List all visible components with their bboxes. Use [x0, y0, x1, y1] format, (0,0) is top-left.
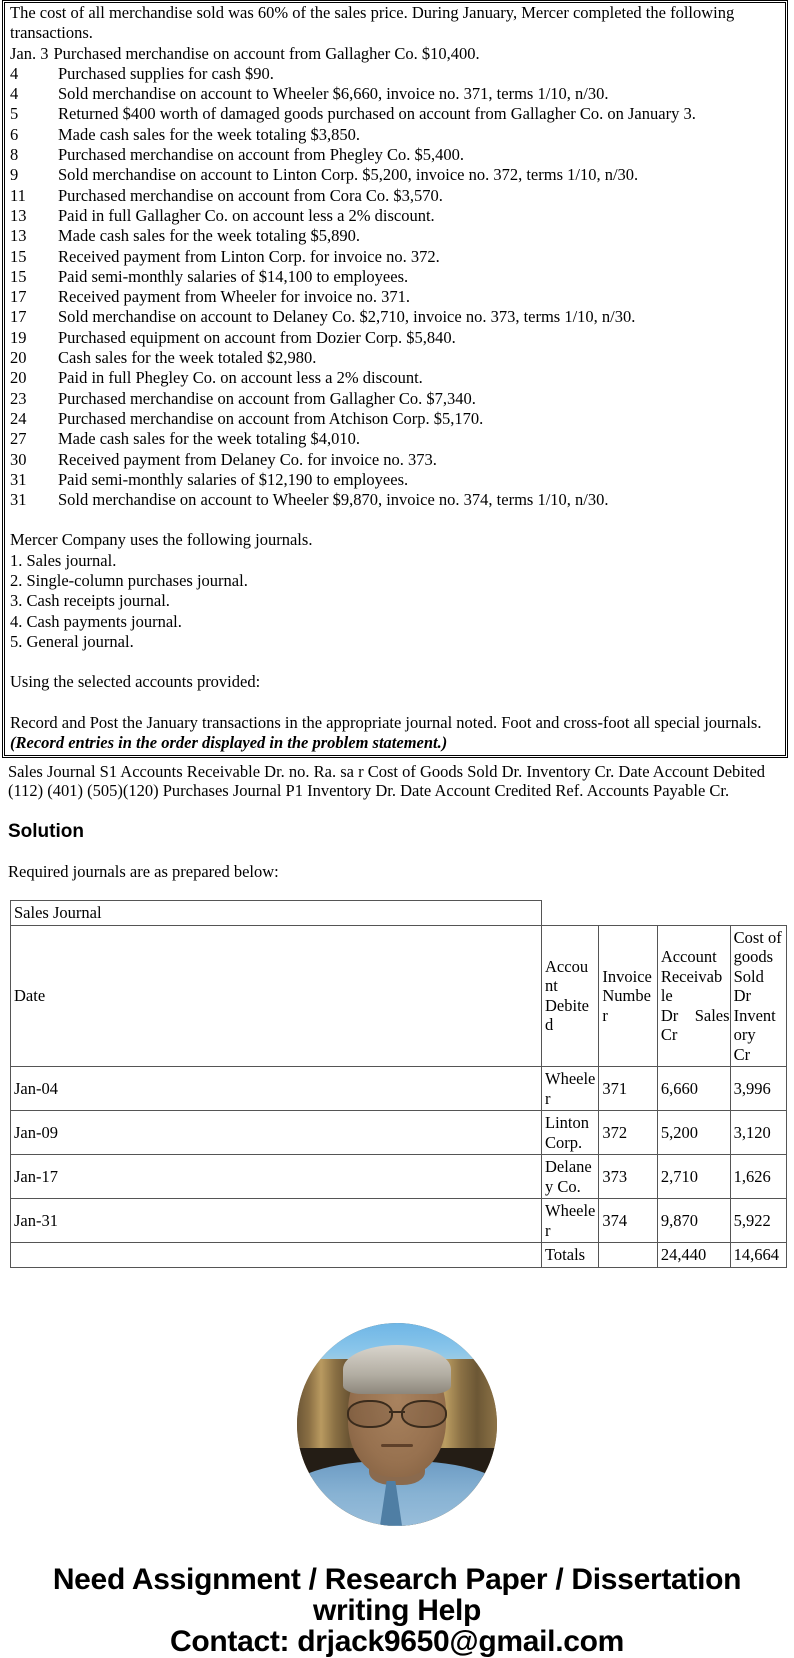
transaction-date: 13	[10, 205, 27, 225]
table-totals-row	[11, 1243, 787, 1268]
header-line: Account	[545, 956, 589, 996]
transaction-row	[10, 84, 781, 104]
transaction-row	[10, 429, 781, 449]
cell-cost-of-goods-sold: 1,626	[730, 1155, 786, 1199]
transaction-row	[10, 409, 781, 429]
column-header-accounts-receivable-dr-sales-cr	[657, 925, 730, 1067]
transaction-date: 31	[10, 490, 27, 510]
cell-invoice-number: 371	[599, 1067, 657, 1111]
transaction-row	[10, 470, 781, 490]
cell-date: Jan-31	[11, 1199, 542, 1243]
header-line: Account	[660, 947, 717, 967]
table-header-row	[11, 925, 787, 1067]
cell-account-debited: Linton Corp.	[542, 1111, 599, 1155]
cell-total-accounts-receivable: 24,440	[657, 1243, 730, 1268]
transaction-date: 31	[10, 469, 27, 489]
transaction-description: Purchased supplies for cash $90.	[58, 63, 274, 83]
transaction-description: Paid semi-monthly salaries of $14,100 to employees.	[58, 266, 409, 286]
journal-item-1: 1. Sales journal.	[10, 550, 117, 570]
transaction-date: 15	[10, 266, 27, 286]
transaction-row	[10, 64, 781, 84]
transaction-description: Sold merchandise on account to Delaney Co. $2,710, invoice no. 373, terms 1/10, n/30.	[58, 307, 636, 327]
transaction-date: 17	[10, 287, 27, 307]
transaction-date: 17	[10, 307, 27, 327]
transaction-date: 20	[10, 348, 27, 368]
transaction-row	[10, 389, 781, 409]
instruction-emphasis: (Record entries in the order displayed in the problem statement.)	[10, 732, 448, 752]
transaction-date: 20	[10, 368, 27, 388]
photo-lens-right	[401, 1400, 447, 1428]
spacer	[10, 510, 781, 530]
transaction-row	[10, 104, 781, 124]
transaction-row	[10, 450, 781, 470]
transaction-description: Purchased merchandise on account from Phegley Co. $5,400.	[58, 145, 464, 165]
header-line: goods	[733, 947, 774, 967]
table-row	[11, 1111, 787, 1155]
journals-intro: Mercer Company uses the following journals.	[10, 530, 313, 550]
header-line: Debited	[545, 995, 589, 1035]
instruction-line: Record and Post the January transactions in the appropriate journal noted. Foot and cross-foot all special journals.	[10, 712, 762, 732]
promo-banner	[12, 1564, 782, 1657]
table-row	[11, 1155, 787, 1199]
column-header-cost-of-goods-sold-dr-inventory-cr	[730, 925, 786, 1067]
journal-item-3: 3. Cash receipts journal.	[10, 591, 170, 611]
empty-cell	[657, 901, 730, 926]
transaction-description: Made cash sales for the week totaling $5,890.	[58, 226, 360, 246]
header-line: Receivable	[660, 966, 723, 1006]
spacer	[10, 693, 781, 713]
transaction-description: Returned $400 worth of damaged goods purchased on account from Gallagher Co. on January 3.	[58, 104, 696, 124]
transaction-date: 5	[10, 104, 19, 124]
cell-cost-of-goods-sold: 3,120	[730, 1111, 786, 1155]
transaction-row	[10, 287, 781, 307]
cell-total-cost-of-goods-sold: 14,664	[730, 1243, 786, 1268]
cell-accounts-receivable: 2,710	[657, 1155, 730, 1199]
run-on-template-text: Sales Journal S1 Accounts Receivable Dr. no. Ra. sa r Cost of Goods Sold Dr. Inventory Cr. Date Account Debited (112) (401) (505)(120) Purchases Journal P1 Inventory Dr. Date Account Credited Ref. Accounts Payable Cr.	[8, 762, 766, 801]
selected-accounts-line: Using the selected accounts provided:	[10, 672, 261, 692]
cell-date: Jan-09	[11, 1111, 542, 1155]
transaction-row	[10, 247, 781, 267]
transaction-row	[10, 186, 781, 206]
transaction-date: 4	[10, 63, 19, 83]
solution-heading: Solution	[8, 821, 84, 843]
header-line: Dr Sales	[660, 1005, 730, 1025]
cell-cost-of-goods-sold: 3,996	[730, 1067, 786, 1111]
cell-totals-label: Totals	[542, 1243, 599, 1268]
problem-intro: The cost of all merchandise sold was 60% of the sales price. During January, Mercer completed the following transactions.	[10, 3, 735, 43]
transaction-description: Made cash sales for the week totaling $3,850.	[58, 124, 360, 144]
transaction-date: 9	[10, 165, 19, 185]
problem-statement-box	[2, 0, 788, 758]
photo-lens-left	[347, 1400, 393, 1428]
transaction-description: Paid in full Phegley Co. on account less a 2% discount.	[58, 368, 423, 388]
table-caption-row	[11, 901, 787, 926]
transaction-row	[10, 165, 781, 185]
transaction-row	[10, 328, 781, 348]
transaction-row	[10, 206, 781, 226]
sales-journal-table	[10, 900, 787, 1268]
transaction-row	[10, 125, 781, 145]
journal-item-4: 4. Cash payments journal.	[10, 611, 182, 631]
cell-account-debited: Wheeler	[542, 1199, 599, 1243]
transaction-description: Sold merchandise on account to Wheeler $9,870, invoice no. 374, terms 1/10, n/30.	[58, 490, 609, 510]
header-line: Cr	[660, 1025, 678, 1045]
transaction-date: 19	[10, 327, 27, 347]
header-line: Number	[602, 986, 651, 1025]
transaction-date: 15	[10, 246, 27, 266]
cell-invoice-number: 374	[599, 1199, 657, 1243]
transaction-description: Purchased equipment on account from Dozier Corp. $5,840.	[58, 327, 456, 347]
cell-invoice-number	[599, 1243, 657, 1268]
transaction-description: Paid semi-monthly salaries of $12,190 to employees.	[58, 469, 409, 489]
transaction-row	[10, 490, 781, 510]
promo-contact-email: Contact: drjack9650@gmail.com	[169, 1624, 625, 1658]
transaction-row	[10, 368, 781, 388]
journal-item-5: 5. General journal.	[10, 631, 134, 651]
transaction-date: 24	[10, 408, 27, 428]
transaction-row	[10, 44, 781, 64]
photo-hair	[343, 1345, 451, 1394]
transaction-date: 23	[10, 388, 27, 408]
portrait-photo-container	[0, 1323, 794, 1526]
promo-line-1: Need Assignment / Research Paper / Dissertation	[52, 1562, 742, 1596]
journal-item-2: 2. Single-column purchases journal.	[10, 571, 248, 591]
empty-cell	[542, 901, 599, 926]
photo-mouth	[381, 1444, 413, 1447]
header-line: Invoice	[602, 966, 652, 986]
cell-invoice-number: 372	[599, 1111, 657, 1155]
transaction-date: 30	[10, 449, 27, 469]
solution-lead-in: Required journals are as prepared below:	[8, 862, 279, 882]
header-line: Cost of	[733, 927, 782, 947]
cell-account-debited: Wheeler	[542, 1067, 599, 1111]
transaction-description: Cash sales for the week totaled $2,980.	[58, 348, 317, 368]
transaction-description: Paid in full Gallagher Co. on account less a 2% discount.	[58, 205, 435, 225]
transaction-description: Purchased merchandise on account from Atchison Corp. $5,170.	[58, 408, 484, 428]
cell-accounts-receivable: 9,870	[657, 1199, 730, 1243]
transaction-date: 11	[10, 185, 26, 205]
transaction-row	[10, 267, 781, 287]
column-header-account-debited	[542, 925, 599, 1067]
header-line: Inventory	[733, 1005, 776, 1045]
transaction-date: 13	[10, 226, 27, 246]
transaction-description: Received payment from Wheeler for invoice no. 371.	[58, 287, 411, 307]
column-header-date: Date	[11, 925, 542, 1067]
sales-journal-caption: Sales Journal	[11, 901, 542, 926]
header-line: Cr	[733, 1044, 751, 1064]
transaction-description: Received payment from Delaney Co. for invoice no. 373.	[58, 449, 437, 469]
cell-date	[11, 1243, 542, 1268]
transaction-description: Purchased merchandise on account from Cora Co. $3,570.	[58, 185, 443, 205]
avatar	[297, 1323, 497, 1526]
spacer	[10, 652, 781, 672]
transaction-date: 27	[10, 429, 27, 449]
transaction-date: Jan. 3	[10, 43, 49, 63]
transaction-description: Purchased merchandise on account from Gallagher Co. $7,340.	[58, 388, 476, 408]
empty-cell	[730, 901, 786, 926]
cell-cost-of-goods-sold: 5,922	[730, 1199, 786, 1243]
cell-account-debited: Delaney Co.	[542, 1155, 599, 1199]
transaction-row	[10, 145, 781, 165]
table-row	[11, 1067, 787, 1111]
cell-date: Jan-17	[11, 1155, 542, 1199]
transaction-list	[10, 44, 781, 511]
transaction-description: Received payment from Linton Corp. for invoice no. 372.	[58, 246, 440, 266]
eyeglasses-icon	[347, 1400, 447, 1424]
cell-accounts-receivable: 6,660	[657, 1067, 730, 1111]
transaction-date: 4	[10, 84, 19, 104]
transaction-row	[10, 348, 781, 368]
transaction-description: Sold merchandise on account to Linton Corp. $5,200, invoice no. 372, terms 1/10, n/30.	[58, 165, 639, 185]
transaction-description: Sold merchandise on account to Wheeler $6,660, invoice no. 371, terms 1/10, n/30.	[58, 84, 609, 104]
cell-date: Jan-04	[11, 1067, 542, 1111]
transaction-description: Purchased merchandise on account from Gallagher Co. $10,400.	[53, 43, 480, 63]
cell-accounts-receivable: 5,200	[657, 1111, 730, 1155]
cell-invoice-number: 373	[599, 1155, 657, 1199]
promo-line-2: writing Help	[312, 1593, 482, 1627]
transaction-date: 6	[10, 124, 19, 144]
transaction-date: 8	[10, 145, 19, 165]
transaction-row	[10, 226, 781, 246]
table-row	[11, 1199, 787, 1243]
transaction-row	[10, 307, 781, 327]
column-header-invoice-number	[599, 925, 657, 1067]
empty-cell	[599, 901, 657, 926]
header-line: Sold Dr	[733, 966, 764, 1006]
transaction-description: Made cash sales for the week totaling $4,010.	[58, 429, 360, 449]
